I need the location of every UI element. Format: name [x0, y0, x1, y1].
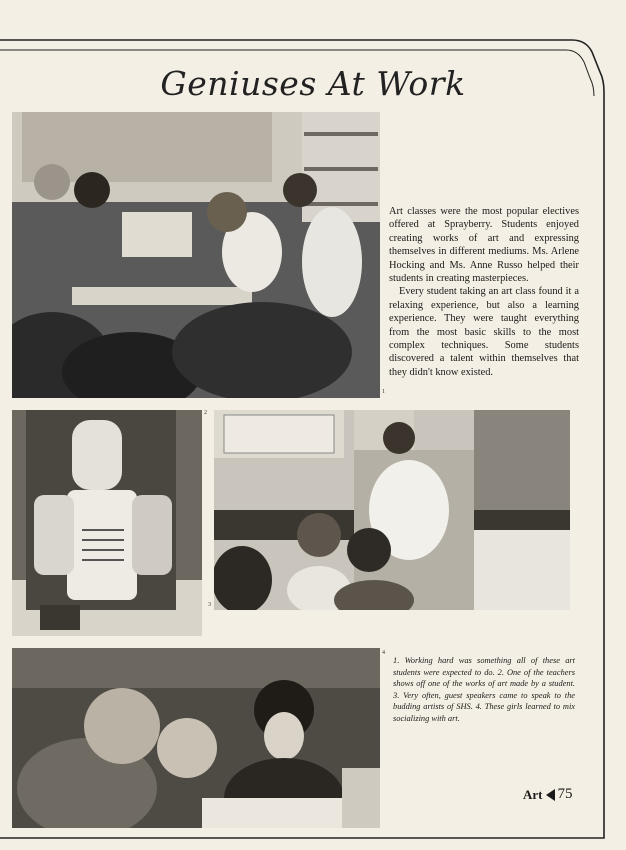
page-number: 75 [557, 786, 573, 802]
section-label: Art [523, 786, 543, 802]
photo-number-2: 2 [204, 410, 207, 416]
body-paragraph-1: Art classes were the most popular electives offered at Sprayberry. Students enjoyed creating works of art and expressing themselves in different mediums. Ms. Arlene Hocking and Ms. Anne Russo helped their students in creating masterpieces. [389, 206, 579, 285]
article-body [389, 205, 579, 379]
photo-art-class [12, 112, 380, 398]
body-paragraph-2: Every student taking an art class found it a relaxing experience, but also a learning experience. They were taught everything from the most basic skills to the most complex techniques. Some students discovered a talent within themselves that they didn't know existed. [389, 286, 579, 378]
photo-girls-socializing [12, 648, 380, 828]
page-folio [523, 786, 573, 803]
photo-number-4: 4 [382, 650, 385, 656]
page-title: Geniuses At Work [160, 64, 466, 103]
photo-sculpture [12, 410, 202, 636]
photo-captions: 1. Working hard was something all of these art students were expected to do. 2. One of the teachers shows off one of the works of art made by a student. 3. Very often, guest speakers came to speak to the budding artists of SHS. 4. These girls learned to mix socializing with art. [393, 656, 575, 723]
photo-guest-speaker [214, 410, 570, 610]
photo-number-3: 3 [208, 602, 211, 608]
photo-number-1: 1 [382, 389, 385, 395]
triangle-left-icon [546, 789, 555, 801]
